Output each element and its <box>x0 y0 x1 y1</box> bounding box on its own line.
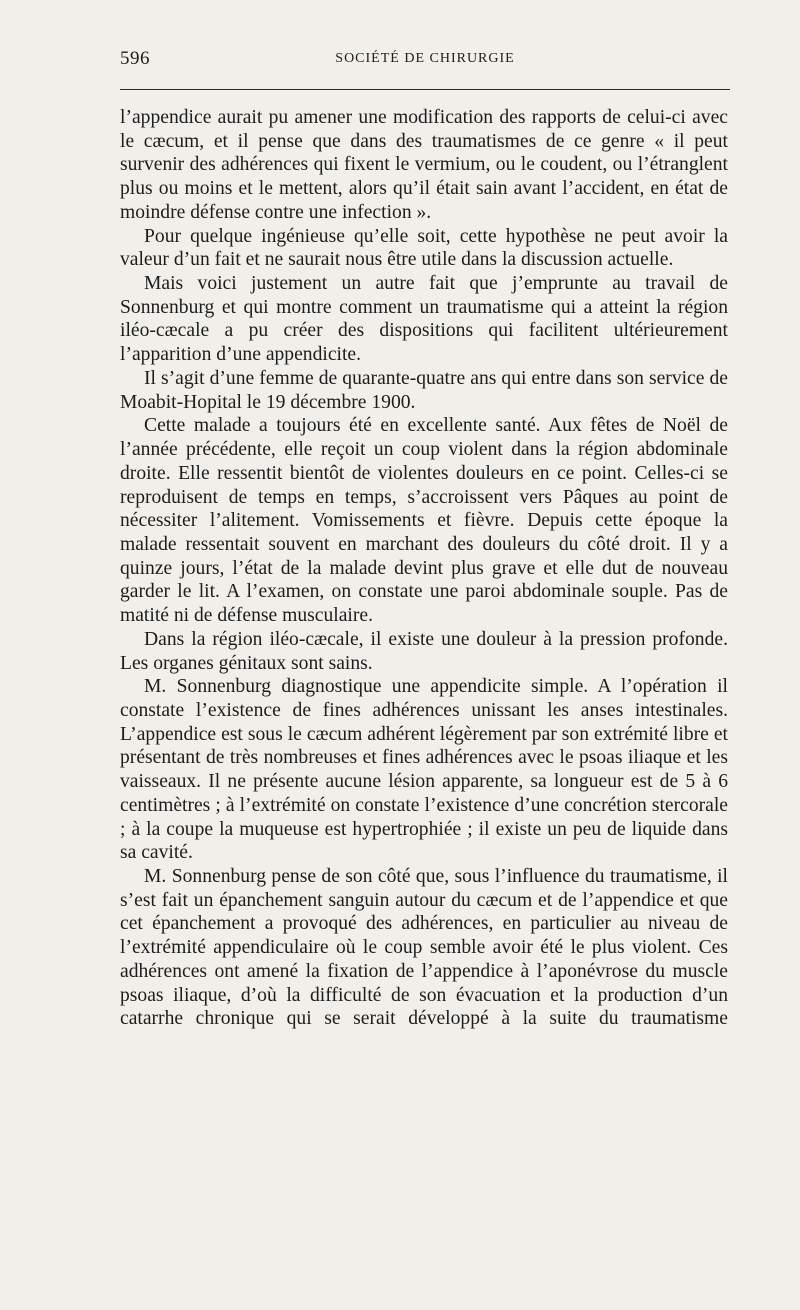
header-rule <box>120 89 730 90</box>
paragraph: Dans la région iléo-cæcale, il existe une douleur à la pression profonde. Les organes génitaux sont sains. <box>120 628 728 674</box>
paragraph-continues-next-page: M. Sonnenburg pense de son côté que, sous l’influence du traumatisme, il s’est fait un épanchement sanguin autour du cæcum et de l’appendice et que cet épanchement a provoqué des adhérences, en particulier au niveau de l’extrémité appendiculaire où le coup semble avoir été le plus violent. Ces adhérences ont amené la fixation de l’appendice à l’aponévrose du muscle psoas iliaque, d’où la difficulté de son évacuation et la production d’un catarrhe chronique qui se serait développé à la suite du traumatisme <box>120 866 728 1030</box>
paragraph: Cette malade a toujours été en excellente santé. Aux fêtes de Noël de l’année précédente, elle reçoit un coup violent dans la région abdominale droite. Elle ressentit bientôt de violentes douleurs en ce point. Celles-ci se reproduisent de temps en temps, s’accroissent vers Pâques au point de nécessiter l’alitement. Vomissements et fièvre. Depuis cette époque la malade ressentait souvent en marchant des douleurs du côté droit. Il y a quinze jours, l’état de la malade devint plus grave et elle dut de nouveau garder le lit. A l’examen, on constate une paroi abdominale souple. Pas de matité ni de défense musculaire. <box>120 415 728 627</box>
paragraph-continuation: l’appendice aurait pu amener une modification des rapports de celui-ci avec le cæcum, et il pense que dans des traumatismes de ce genre « il peut survenir des adhérences qui fixent le vermium, ou le coudent, ou l’étranglent plus ou moins et le mettent, alors qu’il était sain avant l’accident, en état de moindre défense contre une infection ». <box>120 107 728 223</box>
page-number: 596 <box>120 48 150 69</box>
paragraph: Il s’agit d’une femme de quarante-quatre ans qui entre dans son service de Moabit-Hopital le 19 décembre 1900. <box>120 367 728 413</box>
paragraph: M. Sonnenburg diagnostique une appendicite simple. A l’opération il constate l’existence de fines adhérences unissant les anses intestinales. L’appendice est sous le cæcum adhérent légèrement par son extrémité libre et présentant de très nombreuses et fines adhérences avec le psoas iliaque et les vaisseaux. Il ne présente aucune lésion apparente, sa longueur est de 5 à 6 centimètres ; à l’extrémité on constate l’existence d’une concrétion stercorale ; à la coupe la muqueuse est hypertrophiée ; il existe un peu de liquide dans sa cavité. <box>120 676 728 864</box>
body-text <box>120 106 728 1031</box>
paragraph: Mais voici justement un autre fait que j’emprunte au travail de Sonnenburg et qui montre comment un traumatisme qui a atteint la région iléo-cæcale a pu créer des dispositions qui facilitent ultérieurement l’apparition d’une appendicite. <box>120 273 728 366</box>
running-title: SOCIÉTÉ DE CHIRURGIE <box>335 51 515 66</box>
page-header <box>120 48 730 72</box>
paragraph: Pour quelque ingénieuse qu’elle soit, cette hypothèse ne peut avoir la valeur d’un fait et ne saurait nous être utile dans la discussion actuelle. <box>120 225 728 271</box>
